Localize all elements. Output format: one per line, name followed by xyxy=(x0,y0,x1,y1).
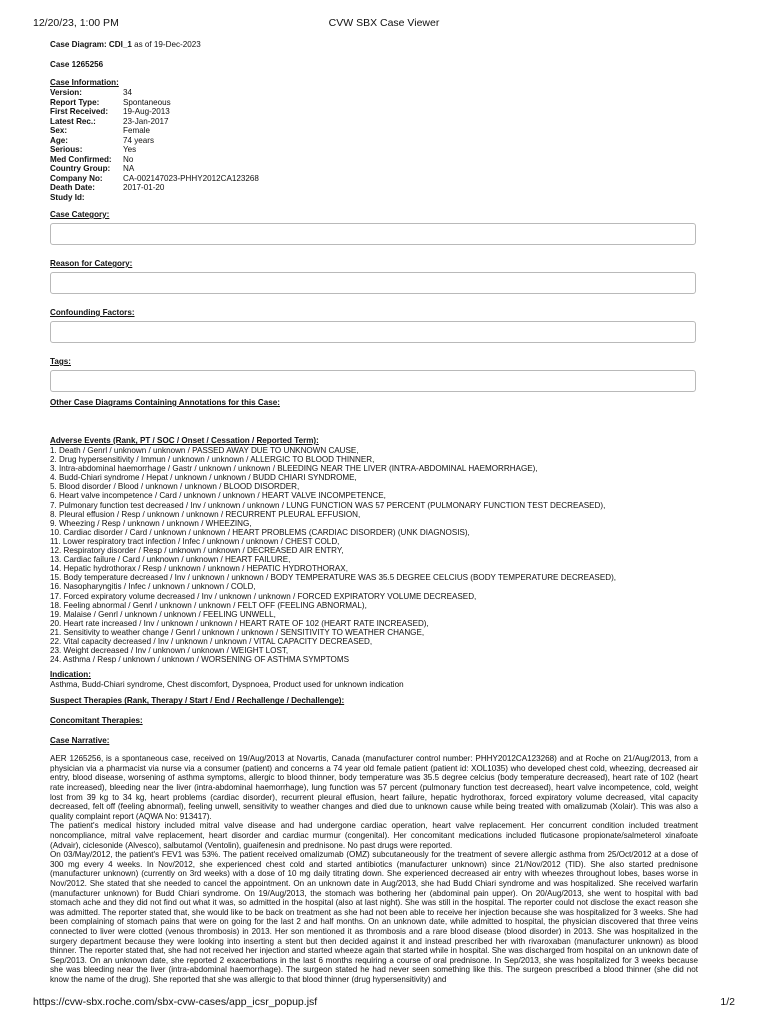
case-id: Case 1265256 xyxy=(50,60,104,69)
case-info-value: No xyxy=(123,154,134,164)
reason-for-category-field[interactable] xyxy=(50,272,696,294)
case-info-label: Study Id: xyxy=(50,192,85,202)
case-info-row xyxy=(50,126,259,136)
case-info-value: 74 years xyxy=(123,135,155,145)
case-narrative-body xyxy=(50,754,698,984)
case-diagram-as-of: as of xyxy=(131,40,154,49)
adverse-event-item: 24. Asthma / Resp / unknown / unknown / WORSENING OF ASTHMA SYMPTOMS xyxy=(50,655,349,665)
adverse-event-item: 21. Sensitivity to weather change / Genrl / unknown / unknown / SENSITIVITY TO WEATHER CHANGE, xyxy=(50,627,425,637)
narrative-paragraph: On 03/May/2012, the patient's FEV1 was 53%. The patient received omalizumab (OMZ) subcutaneously for the treatment of severe allergic asthma from 25/Oct/2012 at a dose of 300 mg every 4 weeks. In Nov/2012, she experienced chest cold and started antibiotics (manufacturer unknown) since 21/Nov/2012 (TID). She also started prednisone (manufacturer unknown) (currently on 3rd weeks) with a dose of 10 mg daily titrating down. She experienced decreased air entry with wheezes throughout lobes, bases worse in Nov/2012. She stated that she needed to cancel the appointment. On an unknown date in Aug/2013, she had Budd Chiari syndrome and was hospitalized. She received warfarin (manufacturer unknown) for Budd Chiari syndrome. On 19/Aug/2013, the stomach was bothering her (abdominal pain upper). On 20/Aug/2013, she went to hospital with bad stomach ache and they did not find out what it was, so admitted in the hospital (also at last night). She was still in the hospital. The reporter could not disclose the exact reason she was admitted. The reporter stated that, she would like to be back on treatment as she had not been able to receive her injection because she was hospitalized for 3 weeks. She had been complaining of stomach pains that were on going for the last 2 and half months. On an unknown date, while admitted to hospital, the physician discovered that three veins connected to liver were clotted (venous thrombosis) in 2013. Her son mentioned it as thrombosis and a rare blood disease (blood disorder) in 2013. She was hospitalized in the surgery department because they were looking into inserting a stent but then decided against it and instead prescribed her with rivaroxaban (manufacturer unknown) as blood thinner. The reporter stated that, she had not received her injection and started wheeze again that started while in hospital. She was discharged from hospital on an unknown date of Sep/2013. On an unknown date, she reported 2 exacerbations in the last 6 months requiring a course of oral prednisone. In Sep/2013, she was hospitalized for 3 weeks because she was bleeding near the liver (intra-abdominal haemorrhage). The surgeon stated he had never seen something like this. The surgeon prescribed a blood thinner (she did not know the name of the drug). She reported that she was allergic to that blood thinner (drug hypersensitivity) and xyxy=(50,850,698,984)
adverse-event-item: 13. Cardiac failure / Card / unknown / unknown / HEART FAILURE, xyxy=(50,555,291,565)
narrative-paragraph: The patient's medical history included mitral valve disease and had undergone cardiac operation, heart valve replacement. Her concurrent condition included treatment noncompliance, mitral valve replacement, heart disorder and cardiac murmur (congenital). Her concomitant medications included fluticasone propionate/salmeterol xinafoate (Advair), ciclesonide (Alvesco), salbutamol (Ventolin), guaifenesin and prednisone. No past drugs were reported. xyxy=(50,821,698,850)
adverse-event-item: 20. Heart rate increased / Inv / unknown / unknown / HEART RATE OF 102 (HEART RATE INCREASED), xyxy=(50,618,429,628)
case-info-label: Sex: xyxy=(50,126,68,135)
case-info-row xyxy=(50,107,259,117)
adverse-events-heading: Adverse Events (Rank, PT / SOC / Onset / Cessation / Reported Term): xyxy=(50,436,319,445)
adverse-event-item: 14. Hepatic hydrothorax / Resp / unknown / unknown / HEPATIC HYDROTHORAX, xyxy=(50,564,348,574)
adverse-event-item: 6. Heart valve incompetence / Card / unknown / unknown / HEART VALVE INCOMPETENCE, xyxy=(50,491,386,501)
case-category-field[interactable] xyxy=(50,223,696,245)
case-info-row xyxy=(50,155,259,165)
adverse-event-item: 5. Blood disorder / Blood / unknown / unknown / BLOOD DISORDER, xyxy=(50,482,300,492)
case-info-value: CA-002147023-PHHY2012CA123268 xyxy=(123,173,259,183)
adverse-event-item: 1. Death / Genrl / unknown / unknown / PASSED AWAY DUE TO UNKNOWN CAUSE, xyxy=(50,446,359,455)
case-info-value: Yes xyxy=(123,145,137,154)
adverse-event-item: 11. Lower respiratory tract infection / Infec / unknown / unknown / CHEST COLD, xyxy=(50,536,340,546)
case-info-label: Latest Rec.: xyxy=(50,116,96,126)
case-info-value: Spontaneous xyxy=(123,97,171,107)
adverse-event-item: 17. Forced expiratory volume decreased / Inv / unknown / unknown / FORCED EXPIRATORY VOLUME DECREASED, xyxy=(50,591,477,601)
case-info-label: Country Group: xyxy=(50,164,111,173)
case-info-label: Age: xyxy=(50,135,68,145)
confounding-factors-field[interactable] xyxy=(50,321,696,343)
case-info-value: 19-Aug-2013 xyxy=(123,107,170,116)
adverse-event-item: 19. Malaise / Genrl / unknown / unknown / FEELING UNWELL, xyxy=(50,609,276,619)
case-info-row xyxy=(50,88,259,98)
adverse-event-item: 10. Cardiac disorder / Card / unknown / unknown / HEART PROBLEMS (CARDIAC DISORDER) (UNK DIAGNOSIS), xyxy=(50,527,470,537)
confounding-factors-label: Confounding Factors: xyxy=(50,308,135,317)
other-case-diagrams-heading: Other Case Diagrams Containing Annotations for this Case: xyxy=(50,398,280,407)
reason-for-category-label: Reason for Category: xyxy=(50,259,133,268)
case-info-row xyxy=(50,183,259,193)
case-info-label: Company No: xyxy=(50,173,103,183)
print-page-number: 1/2 xyxy=(720,996,735,1008)
adverse-event-item: 15. Body temperature decreased / Inv / unknown / unknown / BODY TEMPERATURE WAS 35.5 DEGREE CELCIUS (BODY TEMPERATURE DECREASED), xyxy=(50,573,617,583)
adverse-event-item: 2. Drug hypersensitivity / Immun / unknown / unknown / ALLERGIC TO BLOOD THINNER, xyxy=(50,455,375,465)
case-content xyxy=(50,40,698,985)
adverse-event-item: 16. Nasopharyngitis / Infec / unknown / unknown / COLD, xyxy=(50,582,256,592)
print-date: 12/20/23, 1:00 PM xyxy=(33,17,119,29)
suspect-therapies-heading: Suspect Therapies (Rank, Therapy / Start / End / Rechallenge / Dechallenge): xyxy=(50,696,345,706)
case-info-label: Serious: xyxy=(50,145,83,154)
case-info-value: 2017-01-20 xyxy=(123,183,165,192)
case-info-row xyxy=(50,164,259,174)
case-info-value: 34 xyxy=(123,88,133,97)
case-info-value: NA xyxy=(123,164,135,173)
case-info-value: 23-Jan-2017 xyxy=(123,116,169,126)
adverse-event-item: 22. Vital capacity decreased / Inv / unknown / unknown / VITAL CAPACITY DECREASED, xyxy=(50,636,373,646)
case-information-table xyxy=(50,88,259,202)
case-info-row xyxy=(50,174,259,184)
print-url[interactable]: https://cvw-sbx.roche.com/sbx-cvw-cases/app_icsr_popup.jsf xyxy=(33,996,318,1008)
case-info-row xyxy=(50,117,259,127)
narrative-paragraph: AER 1265256, is a spontaneous case, received on 19/Aug/2013 at Novartis, Canada (manufacturer control number: PHHY2012CA123268) and at Roche on 21/Aug/2013, from a physician via a pharmacist via nurse via a consumer (patient) and concerns a 74 year old female patient (patient id: XOL1035) who developed chest cold, wheezing, decreased air entry, blood disease, worsening of asthma symptoms, allergic to blood thinner, body temperature was 35.5 degree celcius (body temperature decreased), heart rate of 102 (heart rate increased), bleeding near the liver (intra-abdominal haemorrhage), lung function was 57 percent (pulmonary function test decreased), heart valve incompetence, cold, weight lost from 39 kg to 34 kg, heart problems (cardiac disorder), recurrent pleural effusion, heart failure, hepatic hydrothorax, forced expiratory volume decreased, vital capacity decreased, felt off (feeling abnormal), feeling unwell, sensitivity to weather changes and died due to unknown cause while being treated with omalizumab (Xolair). This was also a quality complaint report (AQWA No: 913417). xyxy=(50,754,698,821)
print-title: CVW SBX Case Viewer xyxy=(328,17,440,29)
tags-field[interactable] xyxy=(50,370,696,392)
case-info-label: Report Type: xyxy=(50,97,100,107)
indication-text: Asthma, Budd-Chiari syndrome, Chest discomfort, Dyspnoea, Product used for unknown indication xyxy=(50,680,404,690)
adverse-event-item: 3. Intra-abdominal haemorrhage / Gastr / unknown / unknown / BLEEDING NEAR THE LIVER (INTRA-ABDOMINAL HAEMORRHAGE), xyxy=(50,464,538,474)
case-info-label: First Received: xyxy=(50,107,109,116)
print-header xyxy=(33,17,735,33)
case-info-row xyxy=(50,145,259,155)
adverse-events-list xyxy=(50,446,698,664)
case-info-value xyxy=(123,193,259,203)
case-info-value: Female xyxy=(123,126,150,135)
case-info-label: Med Confirmed: xyxy=(50,154,112,164)
tags-label: Tags: xyxy=(50,357,71,366)
case-info-row xyxy=(50,136,259,146)
adverse-event-item: 8. Pleural effusion / Resp / unknown / unknown / RECURRENT PLEURAL EFFUSION, xyxy=(50,509,361,519)
adverse-event-item: 4. Budd-Chiari syndrome / Hepat / unknown / unknown / BUDD CHIARI SYNDROME, xyxy=(50,473,357,483)
case-information-heading: Case Information: xyxy=(50,78,119,87)
adverse-event-item: 18. Feeling abnormal / Genrl / unknown / unknown / FELT OFF (FEELING ABNORMAL), xyxy=(50,600,367,610)
case-info-row xyxy=(50,193,259,203)
case-diagram-name: Case Diagram: CDI_1 xyxy=(50,40,132,49)
adverse-event-item: 7. Pulmonary function test decreased / Inv / unknown / unknown / LUNG FUNCTION WAS 57 PERCENT (PULMONARY FUNCTION TEST DECREASED), xyxy=(50,500,606,510)
adverse-event-item: 12. Respiratory disorder / Resp / unknown / unknown / DECREASED AIR ENTRY, xyxy=(50,546,344,556)
case-narrative-heading: Case Narrative: xyxy=(50,736,110,746)
case-info-label: Version: xyxy=(50,88,82,97)
indication-heading: Indication: xyxy=(50,670,91,680)
case-info-label: Death Date: xyxy=(50,183,95,192)
case-category-label: Case Category: xyxy=(50,210,110,219)
case-info-row xyxy=(50,98,259,108)
case-diagram-line xyxy=(50,40,698,50)
adverse-event-item: 9. Wheezing / Resp / unknown / unknown / WHEEZING, xyxy=(50,518,252,528)
adverse-event-item: 23. Weight decreased / Inv / unknown / unknown / WEIGHT LOST, xyxy=(50,646,289,656)
concomitant-therapies-heading: Concomitant Therapies: xyxy=(50,716,143,726)
case-diagram-date: 19-Dec-2023 xyxy=(153,40,201,49)
